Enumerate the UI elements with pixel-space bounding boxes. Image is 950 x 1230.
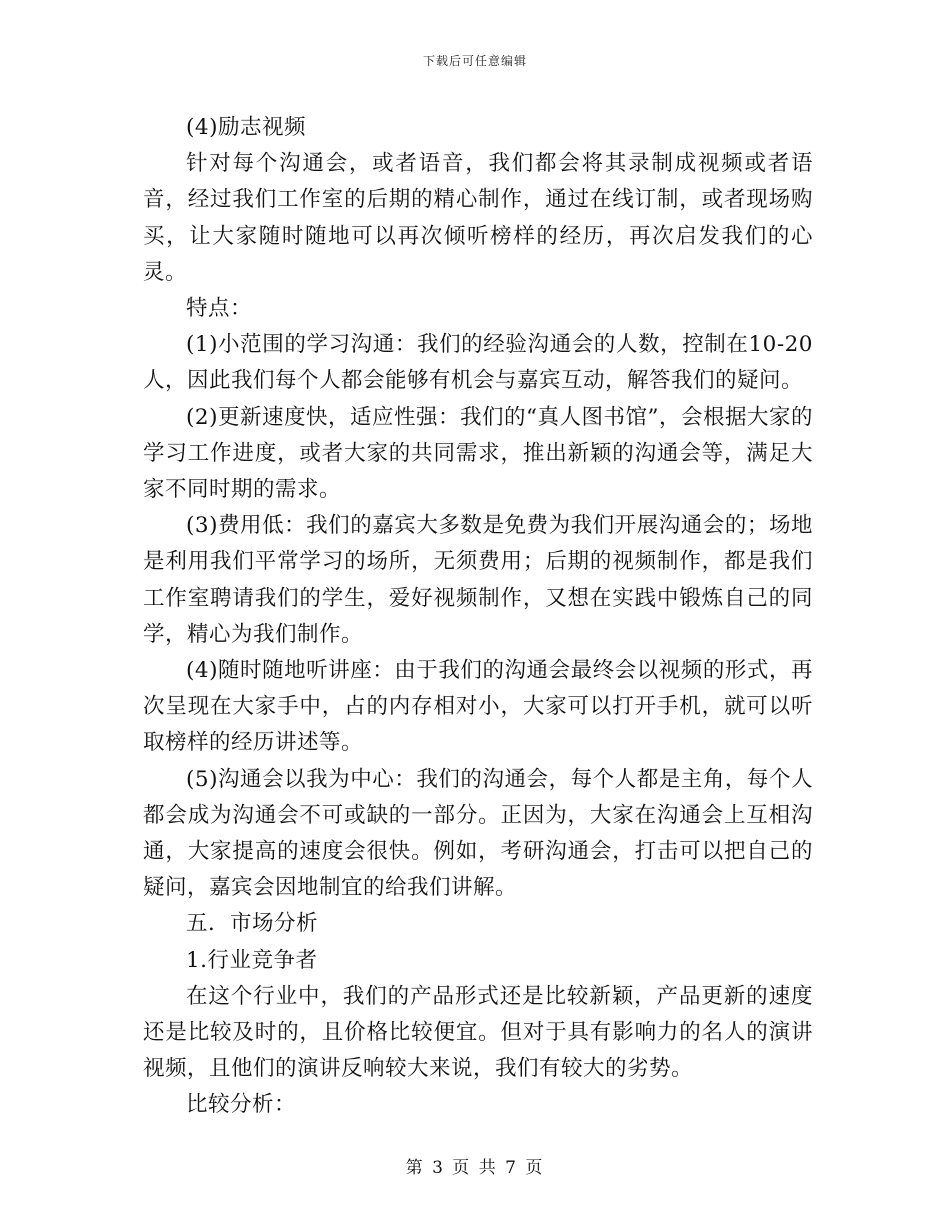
heading-motivational-video: (4)励志视频 — [186, 115, 306, 140]
feature-fast-update: (2)更新速度快，适应性强：我们的“真人图书馆”，会根据大家的学习工作进度，或者大家的共同需求，推出新颖的沟通会等，满足大家不同时期的需求。 — [143, 404, 813, 503]
section-heading-market-analysis: 五．市场分析 — [186, 911, 319, 937]
feature-low-cost: (3)费用低：我们的嘉宾大多数是免费为我们开展沟通会的；场地是利用我们平常学习的场所，无须费用；后期的视频制作，都是我们工作室聘请我们的学生，爱好视频制作，又想在实践中锻炼自己的同学，精心为我们制作。 — [143, 513, 813, 647]
subheading-competitors: 1.行业竞争者 — [186, 947, 318, 973]
heading-features: 特点： — [186, 296, 253, 322]
feature-small-scale: (1)小范围的学习沟通：我们的经验沟通会的人数，控制在10-20人，因此我们每个人都会能够有机会与嘉宾互动，解答我们的疑问。 — [143, 332, 813, 394]
page-footer: 第 3 页 共 7 页 — [405, 1158, 545, 1178]
document-body — [143, 110, 813, 1124]
subheading-comparison: 比较分析： — [186, 1092, 297, 1118]
page-header: 下载后可任意编辑 — [422, 54, 527, 68]
feature-self-centered: (5)沟通会以我为中心：我们的沟通会，每个人都是主角，每个人都会成为沟通会不可或缺的一部分。正因为，大家在沟通会上互相沟通，大家提高的速度会很快。例如，考研沟通会，打击可以把自己的疑问，嘉宾会因地制宜的给我们讲解。 — [143, 766, 813, 901]
feature-anytime-lectures: (4)随时随地听讲座：由于我们的沟通会最终会以视频的形式，再次呈现在大家手中，占的内存相对小，大家可以打开手机，就可以听取榜样的经历讲述等。 — [143, 658, 813, 756]
paragraph-competition: 在这个行业中，我们的产品形式还是比较新颖，产品更新的速度还是比较及时的，且价格比较便宜。但对于具有影响力的名人的演讲视频，且他们的演讲反响较大来说，我们有较大的劣势。 — [143, 983, 813, 1082]
paragraph-video-description: 针对每个沟通会，或者语音，我们都会将其录制成视频或者语音，经过我们工作室的后期的精心制作，通过在线订制，或者现场购买，让大家随时随地可以再次倾听榜样的经历，再次启发我们的心灵。 — [143, 151, 813, 285]
